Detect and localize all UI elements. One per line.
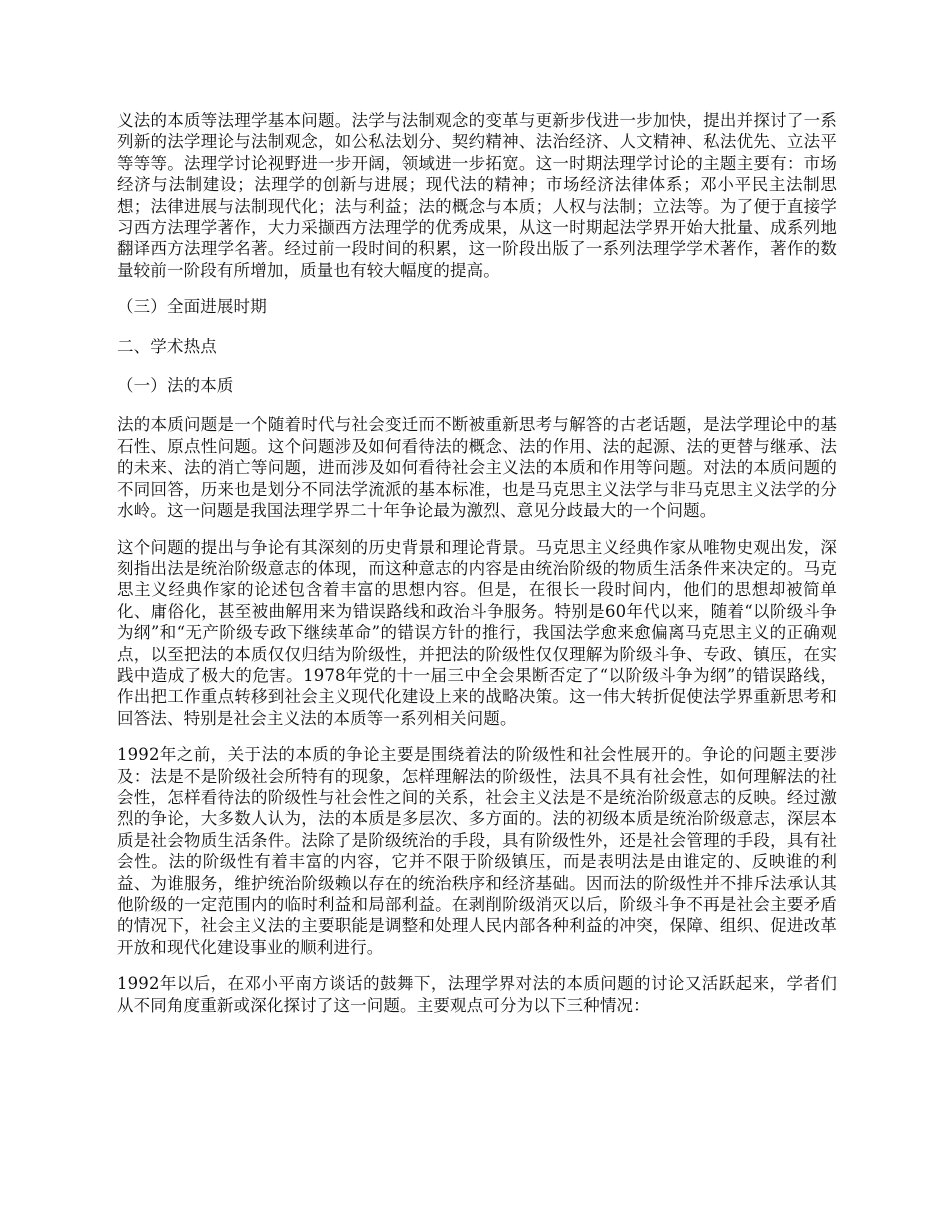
body-paragraph-before-1992: 1992年之前，关于法的本质的争论主要是围绕着法的阶级性和社会性展开的。争论的问题主要涉及：法是不是阶级社会所特有的现象，怎样理解法的阶级性，法具不具有社会性，如何理解法的社会性，怎样看待法的阶级性与社会性之间的关系，社会主义法是不是统治阶级意志的反映。经过激烈的争论，大多数人认为，法的本质是多层次、多方面的。法的初级本质是统治阶级意志，深层本质是社会物质生活条件。法除了是阶级统治的手段，具有阶级性外，还是社会管理的手段，具有社会性。法的阶级性有着丰富的内容，它并不限于阶级镇压，而是表明法是由谁定的、反映谁的利益、为谁服务，维护统治阶级赖以存在的统治秩序和经济基础。因而法的阶级性并不排斥法承认其他阶级的一定范围内的临时利益和局部利益。在剥削阶级消灭以后，阶级斗争不再是社会主要矛盾的情况下，社会主义法的主要职能是调整和处理人民内部各种利益的冲突，保障、组织、促进改革开放和现代化建设事业的顺利进行。 <box>117 745 837 957</box>
document-page <box>117 110 837 1031</box>
section-heading-comprehensive-development: （三）全面进展时期 <box>117 297 267 317</box>
section-heading-nature-of-law: （一）法的本质 <box>117 376 234 396</box>
body-paragraph-background: 这个问题的提出与争论有其深刻的历史背景和理论背景。马克思主义经典作家从唯物史观出发，深刻指出法是统治阶级意志的体现，而这种意志的内容是由统治阶级的物质生活条件来决定的。马克思主义经典作家的论述包含着丰富的思想内容。但是，在很长一段时间内，他们的思想却被简单化、庸俗化，甚至被曲解用来为错误路线和政治斗争服务。特别是60年代以来，随着“以阶级斗争为纲”和“无产阶级专政下继续革命”的错误方针的推行，我国法学愈来愈偏离马克思主义的正确观点，以至把法的本质仅仅归结为阶级性，并把法的阶级性仅仅理解为阶级斗争、专政、镇压，在实践中造成了极大的危害。1978年党的十一届三中全会果断否定了“以阶级斗争为纲”的错误路线，作出把工作重点转移到社会主义现代化建设上来的战略决策。这一伟大转折促使法学界重新思考和回答法、特别是社会主义法的本质等一系列相关问题。 <box>117 537 837 728</box>
body-paragraph-intro: 义法的本质等法理学基本问题。法学与法制观念的变革与更新步伐进一步加快，提出并探讨了一系列新的法学理论与法制观念，如公私法划分、契约精神、法治经济、人文精神、私法优先、立法平等等等。法理学讨论视野进一步开阔，领域进一步拓宽。这一时期法理学讨论的主题主要有：市场经济与法制建设；法理学的创新与进展；现代法的精神；市场经济法律体系；邓小平民主法制思想；法律进展与法制现代化；法与利益；法的概念与本质；人权与法制；立法等。为了便于直接学习西方法理学著作，大力采撷西方法理学的优秀成果，从这一时期起法学界开始大批量、成系列地翻译西方法理学名著。经过前一段时间的积累，这一阶段出版了一系列法理学学术著作，著作的数量较前一阶段有所增加，质量也有较大幅度的提高。 <box>117 111 837 280</box>
section-heading-academic-hotspots: 二、学术热点 <box>117 336 217 356</box>
body-paragraph-after-1992: 1992年以后，在邓小平南方谈话的鼓舞下，法理学界对法的本质问题的讨论又活跃起来，学者们从不同角度重新或深化探讨了这一问题。主要观点可分为以下三种情况： <box>117 974 837 1015</box>
body-paragraph-nature-question: 法的本质问题是一个随着时代与社会变迁而不断被重新思考与解答的古老话题，是法学理论中的基石性、原点性问题。这个问题涉及如何看待法的概念、法的作用、法的起源、法的更替与继承、法的未来、法的消亡等问题，进而涉及如何看待社会主义法的本质和作用等问题。对法的本质问题的不同回答，历来也是划分不同法学流派的基本标准，也是马克思主义法学与非马克思主义法学的分水岭。这一问题是我国法理学界二十年争论最为激烈、意见分歧最大的一个问题。 <box>117 415 837 521</box>
